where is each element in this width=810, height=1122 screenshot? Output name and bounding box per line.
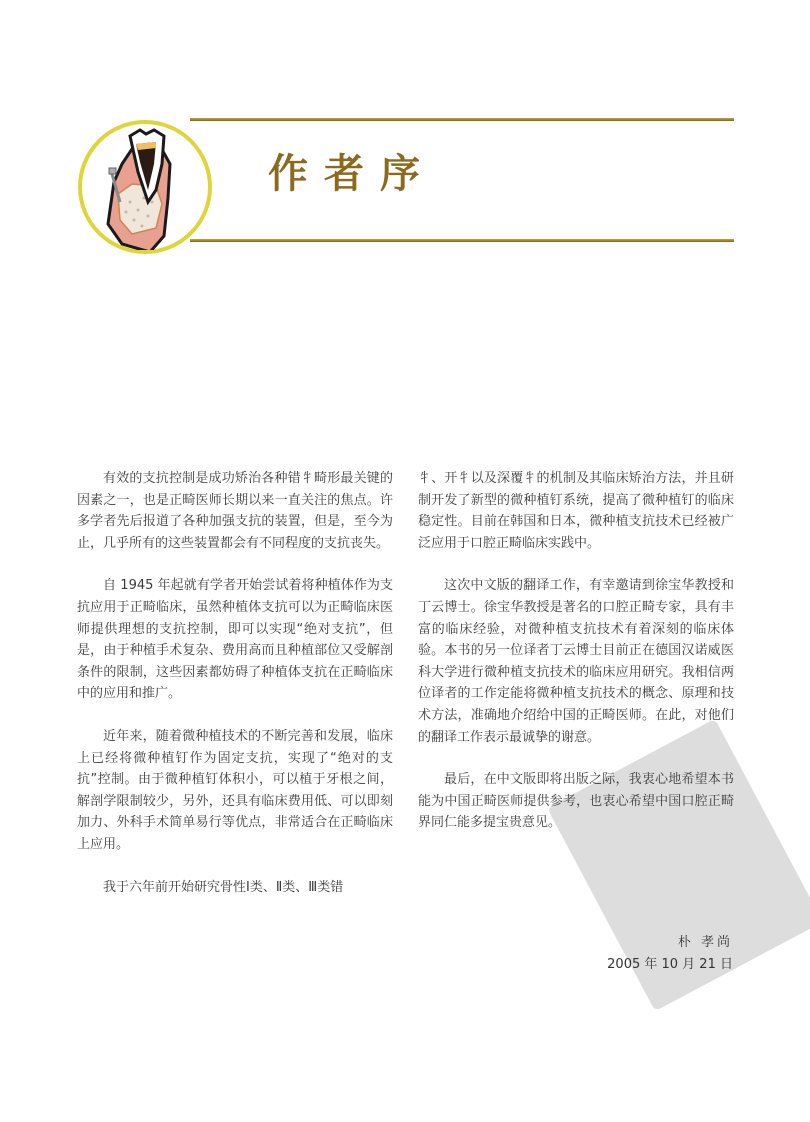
page-title: 作者序 [268, 150, 436, 197]
paragraph: 牜、开牜以及深覆牜的机制及其临床矫治方法，并且研制开发了新型的微种植钉系统，提高了微种植钉的临床稳定性。目前在韩国和日本，微种植支抗技术已经被广泛应用于口腔正畸临床实践中。 [418, 471, 734, 551]
paragraph: 我于六年前开始研究骨性Ⅰ类、Ⅱ类、Ⅲ类错 [103, 879, 344, 895]
header-rule-bottom [190, 239, 734, 242]
author-signature: 朴 孝尚 [677, 935, 733, 950]
chapter-emblem [78, 120, 212, 254]
paragraph: 这次中文版的翻译工作，有幸邀请到徐宝华教授和丁云博士。徐宝华教授是著名的口腔正畸专家，具有丰富的临床经验，对微种植支抗技术有着深刻的临床体验。本书的另一位译者丁云博士目前正在德国汉诺威医科大学进行微种植支抗技术的临床应用研究。我相信两位译者的工作定能将微种植支抗技术的概念、原理和技术方法，准确地介绍给中国的正畸医师。在此，对他们的翻译工作表示最诚挚的谢意。 [418, 578, 734, 745]
signature-date: 2005 年 10 月 21 日 [607, 957, 733, 972]
tooth-miniscrew-icon [82, 124, 208, 250]
paragraph: 最后，在中文版即将出版之际，我衷心地希望本书能为中国正畸医师提供参考，也衷心希望中国口腔正畸界同仁能多提宝贵意见。 [418, 772, 734, 831]
right-column [418, 468, 734, 855]
paragraph: 近年来，随着微种植技术的不断完善和发展，临床上已经将微种植钉作为固定支抗，实现了“绝对的支抗”控制。由于微种植钉体积小，可以植于牙根之间，解剖学限制较少，另外，还具有临床费用低、可以即刻加力、外科手术简单易行等优点，非常适合在正畸临床上应用。 [77, 728, 393, 852]
header-rule-top [190, 118, 734, 121]
paragraph: 有效的支抗控制是成功矫治各种错牜畸形最关键的因素之一，也是正畸医师长期以来一直关注的焦点。许多学者先后报道了各种加强支抗的装置，但是，至今为止，几乎所有的这些装置都会有不同程度的支抗丧失。 [77, 471, 393, 551]
paragraph: 自 1945 年起就有学者开始尝试着将种植体作为支抗应用于正畸临床，虽然种植体支抗可以为正畸临床医师提供理想的支抗控制，即可以实现“绝对支抗”，但是，由于种植手术复杂、费用高而且种植部位又受解剖条件的限制，这些因素都妨碍了种植体支抗在正畸临床中的应用和推广。 [77, 578, 393, 702]
left-column [77, 468, 393, 919]
